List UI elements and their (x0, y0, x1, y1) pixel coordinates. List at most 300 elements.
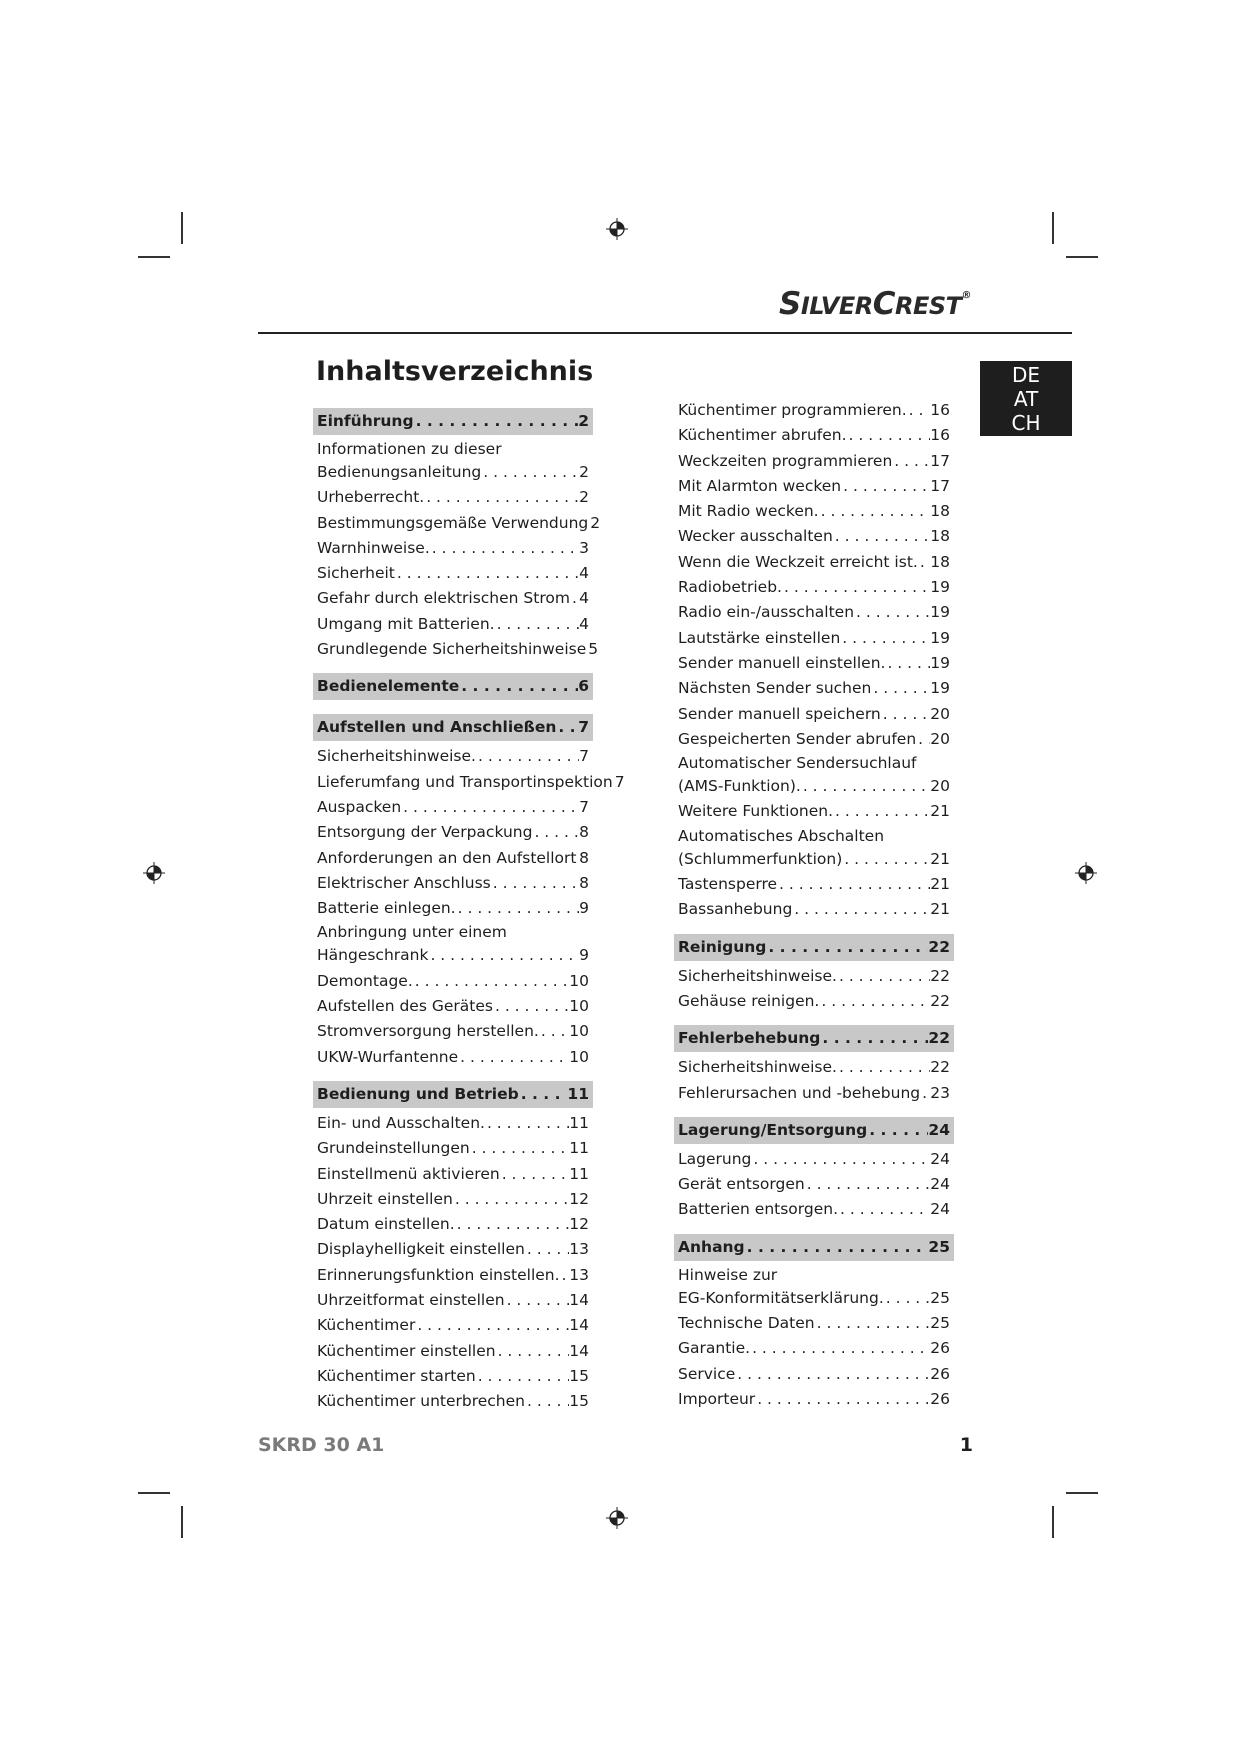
toc-leader (782, 575, 930, 600)
toc-leader (415, 1313, 569, 1338)
toc-entry-page: 16 (930, 426, 950, 445)
toc-section-page: 7 (578, 718, 589, 737)
toc-entry-title-line: Anbringung unter einem (317, 923, 507, 942)
toc-leader (892, 449, 930, 474)
toc-section-page: 6 (578, 677, 589, 696)
toc-entry-page: 7 (579, 747, 589, 766)
toc-leader (495, 612, 580, 637)
toc-entry-title: Sender manuell einstellen. (678, 653, 886, 672)
toc-entry[interactable] (674, 474, 954, 499)
toc-entry-page: 21 (930, 875, 950, 894)
toc-leader (519, 1081, 568, 1108)
toc-section-heading[interactable] (674, 1025, 954, 1052)
toc-entry-page: 18 (930, 527, 950, 546)
toc-leader (751, 1147, 930, 1172)
toc-entry-title-line: Informationen zu dieser (317, 440, 502, 458)
toc-entry-title: Wecker ausschalten (678, 527, 833, 546)
registration-mark-icon (1075, 862, 1097, 884)
toc-entry-page: 18 (930, 552, 950, 571)
toc-entry-page: 2 (579, 488, 589, 507)
toc-leader (792, 897, 930, 922)
toc-leader (459, 673, 578, 700)
crop-mark (1066, 1492, 1098, 1494)
toc-entry-title: (Schlummerfunktion) (678, 849, 843, 868)
toc-entry[interactable] (674, 1081, 954, 1106)
toc-entry[interactable] (674, 449, 954, 474)
toc-entry[interactable] (313, 795, 593, 820)
toc-entry[interactable] (674, 1311, 954, 1336)
toc-entry-title: Importeur (678, 1389, 756, 1408)
toc-entry-title: (AMS-Funktion). (678, 777, 801, 796)
toc-section-title: Lagerung/Entsorgung (678, 1120, 868, 1139)
toc-leader (750, 1336, 930, 1361)
toc-entry-page: 21 (930, 849, 950, 868)
toc-entry-title: Wenn die Weckzeit erreicht ist. (678, 552, 918, 571)
toc-entry-page: 14 (569, 1341, 589, 1360)
toc-entry-page: 22 (930, 1058, 950, 1077)
toc-entry[interactable] (674, 964, 954, 989)
toc-entry[interactable] (313, 1111, 593, 1136)
toc-entry-page: 15 (569, 1392, 589, 1411)
toc-entry[interactable] (313, 994, 593, 1019)
toc-entry-title: Anforderungen an den Aufstellort (317, 848, 577, 867)
registration-mark-icon (143, 862, 165, 884)
toc-leader (570, 586, 579, 611)
header-rule (258, 332, 1072, 334)
toc-entry-title: Datum einstellen. (317, 1215, 455, 1234)
toc-entry[interactable] (674, 1362, 954, 1387)
toc-entry-title: Erinnerungsfunktion einstellen. (317, 1265, 560, 1284)
toc-entry[interactable] (674, 799, 954, 824)
toc-entry-title: Umgang mit Batterien. (317, 614, 495, 633)
toc-entry-page: 22 (930, 991, 950, 1010)
toc-leader (735, 1362, 930, 1387)
toc-entry[interactable] (674, 626, 954, 651)
toc-entry-title: Sender manuell speichern (678, 704, 881, 723)
toc-entry[interactable] (313, 820, 593, 845)
toc-leader (819, 989, 930, 1014)
toc-entry[interactable] (674, 897, 954, 922)
toc-entry-title: Displayhelligkeit einstellen (317, 1240, 525, 1259)
toc-column-right (674, 398, 954, 1412)
toc-leader (505, 1288, 570, 1313)
toc-entry[interactable] (313, 896, 593, 921)
toc-entry-page: 10 (569, 997, 589, 1016)
toc-entry-page: 17 (930, 476, 950, 495)
toc-leader (745, 1234, 929, 1261)
toc-leader (458, 1045, 569, 1070)
toc-entry-page: 24 (930, 1175, 950, 1194)
toc-entry-page: 13 (569, 1265, 589, 1284)
toc-entry[interactable] (313, 1212, 593, 1237)
toc-entry-page: 4 (579, 589, 589, 608)
toc-leader (500, 1162, 570, 1187)
toc-entry-page: 14 (569, 1291, 589, 1310)
toc-entry-page: 11 (569, 1139, 589, 1158)
toc-entry-title: Küchentimer starten (317, 1366, 476, 1385)
toc-leader (491, 871, 579, 896)
toc-entry[interactable] (313, 1288, 593, 1313)
toc-section-page: 22 (928, 1029, 950, 1048)
crop-mark (1052, 1506, 1054, 1538)
toc-entry-page: 12 (569, 1189, 589, 1208)
toc-entry[interactable] (674, 825, 954, 872)
crop-mark (181, 212, 183, 244)
toc-entry-title: Mit Alarmton wecken (678, 476, 842, 495)
toc-leader (820, 1025, 928, 1052)
toc-entry-title: Ein- und Ausschalten. (317, 1113, 485, 1132)
toc-entry-page: 26 (930, 1364, 950, 1383)
toc-section-title: Anhang (678, 1237, 745, 1256)
toc-entry-page: 15 (569, 1366, 589, 1385)
toc-entry-page: 8 (579, 848, 589, 867)
registration-mark-icon (606, 1507, 628, 1529)
toc-entry-title: EG-Konformitätserklärung. (678, 1288, 884, 1307)
toc-entry-title: Uhrzeit einstellen (317, 1189, 453, 1208)
crop-mark (138, 256, 170, 258)
toc-entry-page: 8 (579, 823, 589, 842)
toc-entry-page: 19 (930, 653, 950, 672)
toc-section-title: Bedienelemente (317, 677, 460, 696)
toc-section-page: 24 (928, 1120, 950, 1139)
toc-entry-page: 9 (579, 946, 589, 965)
toc-leader (819, 499, 931, 524)
toc-entry-title: Fehlerursachen und -behebung (678, 1083, 921, 1102)
toc-leader (920, 1081, 930, 1106)
toc-entry-page: 25 (930, 1288, 950, 1307)
toc-entry-title: Lagerung (678, 1149, 752, 1168)
toc-entry[interactable] (313, 744, 593, 769)
toc-section-page: 11 (567, 1084, 589, 1103)
toc-entry[interactable] (313, 1045, 593, 1070)
toc-entry-title: Grundlegende Sicherheitshinweise (317, 640, 587, 659)
toc-entry[interactable] (674, 1172, 954, 1197)
toc-leader (395, 561, 579, 586)
toc-entry-title: Küchentimer unterbrechen (317, 1392, 525, 1411)
toc-section-heading[interactable] (674, 1234, 954, 1261)
toc-entry-title: Hängeschrank (317, 946, 429, 965)
crop-mark (181, 1506, 183, 1538)
toc-leader (840, 626, 930, 651)
toc-leader (428, 943, 579, 968)
toc-entry[interactable] (674, 676, 954, 701)
toc-leader (854, 600, 930, 625)
toc-entry-title: Küchentimer einstellen (317, 1341, 496, 1360)
toc-entry[interactable] (313, 1339, 593, 1364)
toc-leader (801, 774, 930, 799)
toc-entry-title: Uhrzeitformat einstellen (317, 1291, 505, 1310)
toc-leader (414, 408, 579, 435)
toc-entry-title: Elektrischer Anschluss (317, 873, 491, 892)
page-title: Inhaltsverzeichnis (316, 356, 594, 387)
toc-leader (833, 799, 930, 824)
toc-entry-page: 19 (930, 603, 950, 622)
toc-entry-page: 19 (930, 679, 950, 698)
toc-leader (755, 1387, 930, 1412)
toc-leader (532, 820, 579, 845)
toc-entry-page: 4 (579, 564, 589, 583)
toc-leader (470, 1136, 570, 1161)
toc-section-page: 22 (928, 937, 950, 956)
toc-leader (525, 1389, 569, 1414)
toc-leader (413, 969, 570, 994)
toc-entry-page: 20 (930, 777, 950, 796)
toc-entry-title-line: Automatisches Abschalten (678, 826, 885, 845)
toc-entry-title: Grundeinstellungen (317, 1139, 470, 1158)
toc-entry[interactable] (674, 651, 954, 676)
toc-section-page: 2 (578, 412, 589, 430)
toc-entry-page: 8 (579, 873, 589, 892)
toc-section-heading[interactable] (313, 408, 593, 435)
toc-leader (777, 872, 930, 897)
toc-entry-page: 21 (930, 900, 950, 919)
toc-leader (842, 847, 930, 872)
toc-entry[interactable] (674, 423, 954, 448)
toc-entry[interactable] (674, 499, 954, 524)
toc-entry-title: Bestimmungsgemäße Verwendung (317, 513, 589, 532)
toc-entry[interactable] (313, 921, 593, 968)
toc-entry-title: Radio ein-/ausschalten (678, 603, 855, 622)
toc-section-heading[interactable] (313, 673, 593, 700)
toc-entry-title: Mit Radio wecken. (678, 502, 819, 521)
toc-entry[interactable] (313, 438, 593, 485)
toc-entry[interactable] (313, 536, 593, 561)
toc-entry-title: Sicherheit (317, 564, 395, 583)
toc-entry-title: Küchentimer programmieren. (678, 401, 907, 419)
toc-entry-title: Warnhinweise. (317, 538, 430, 557)
crop-mark (1052, 212, 1054, 244)
toc-entry-page: 26 (930, 1389, 950, 1408)
toc-entry[interactable] (313, 511, 601, 536)
toc-leader (833, 524, 930, 549)
toc-section-heading[interactable] (313, 1081, 593, 1108)
toc-entry[interactable] (313, 871, 593, 896)
toc-entry-page: 25 (930, 1314, 950, 1333)
toc-entry[interactable] (674, 752, 954, 799)
toc-entry[interactable] (674, 550, 954, 575)
brand-logo: SILVERCREST® (779, 286, 971, 322)
toc-entry[interactable] (674, 600, 954, 625)
toc-leader (485, 1111, 569, 1136)
toc-entry-page: 10 (569, 971, 589, 990)
toc-entry[interactable] (674, 989, 954, 1014)
toc-entry-page: 7 (614, 772, 625, 791)
toc-entry-title: Bedienungsanleitung (317, 463, 482, 481)
toc-section-title: Reinigung (678, 937, 767, 956)
toc-entry-title: Bassanhebung (678, 900, 793, 919)
toc-entry-title: Einstellmenü aktivieren (317, 1164, 500, 1183)
toc-leader (881, 702, 931, 727)
toc-entry[interactable] (313, 1263, 593, 1288)
toc-entry[interactable] (674, 1197, 954, 1222)
toc-entry[interactable] (313, 1019, 593, 1044)
toc-leader (539, 1019, 569, 1044)
toc-leader (847, 423, 931, 448)
toc-entry-page: 5 (588, 640, 599, 659)
toc-leader (885, 651, 930, 676)
toc-leader (805, 1172, 931, 1197)
toc-entry[interactable] (674, 1055, 954, 1080)
toc-leader (907, 398, 931, 423)
toc-entry-page: 3 (579, 538, 589, 557)
toc-leader (525, 1237, 569, 1262)
toc-entry[interactable] (313, 1313, 593, 1338)
toc-entry-title: Gespeicherten Sender abrufen (678, 729, 917, 748)
toc-entry-title: Weckzeiten programmieren (678, 451, 893, 470)
toc-entry[interactable] (313, 770, 625, 795)
toc-entry[interactable] (313, 612, 593, 637)
toc-entry-title: Technische Daten (678, 1314, 815, 1333)
toc-entry-title: Weitere Funktionen. (678, 802, 834, 821)
language-code: AT (1013, 387, 1039, 411)
toc-entry-title: Batterien entsorgen. (678, 1200, 839, 1219)
toc-entry[interactable] (313, 586, 593, 611)
toc-section-title: Bedienung und Betrieb (317, 1084, 519, 1103)
toc-entry-page: 13 (569, 1240, 589, 1259)
toc-entry[interactable] (674, 872, 954, 897)
toc-entry[interactable] (674, 398, 954, 423)
toc-leader (476, 744, 579, 769)
toc-leader (424, 485, 579, 510)
toc-leader (841, 474, 930, 499)
toc-entry[interactable] (313, 969, 593, 994)
toc-section-title: Einführung (317, 412, 414, 430)
toc-entry-page: 2 (590, 513, 601, 532)
toc-leader (481, 460, 579, 485)
toc-entry-page: 20 (930, 704, 950, 723)
toc-entry-title: Entsorgung der Verpackung (317, 823, 533, 842)
toc-entry-page: 12 (569, 1215, 589, 1234)
toc-entry-page: 11 (569, 1164, 589, 1183)
toc-leader (838, 1197, 930, 1222)
toc-leader (556, 714, 578, 741)
toc-column-left (313, 408, 625, 1415)
toc-entry[interactable] (674, 1264, 954, 1311)
toc-leader (456, 896, 580, 921)
toc-entry[interactable] (313, 485, 593, 510)
toc-entry-page: 19 (930, 628, 950, 647)
toc-entry[interactable] (313, 1136, 593, 1161)
toc-entry-page: 9 (579, 899, 589, 918)
toc-leader (493, 994, 569, 1019)
toc-entry-page: 16 (930, 401, 950, 419)
toc-entry-page: 24 (930, 1149, 950, 1168)
toc-entry[interactable] (313, 1162, 593, 1187)
toc-entry-page: 20 (930, 729, 950, 748)
language-badge (980, 361, 1072, 436)
toc-entry-title: Tastensperre (678, 875, 778, 894)
toc-section-heading[interactable] (313, 714, 593, 741)
toc-entry[interactable] (313, 1364, 593, 1389)
toc-leader (766, 934, 928, 961)
toc-entry-page: 11 (569, 1113, 589, 1132)
toc-entry-title-line: Automatischer Sendersuchlauf (678, 754, 917, 773)
language-code: DE (1011, 363, 1041, 387)
toc-entry[interactable] (313, 637, 599, 662)
toc-leader (455, 1212, 570, 1237)
toc-section-heading[interactable] (674, 934, 954, 961)
toc-section-title: Aufstellen und Anschließen (317, 718, 557, 737)
toc-leader (560, 1263, 570, 1288)
toc-entry-page: 19 (930, 578, 950, 597)
toc-entry-title: Sicherheitshinweise. (678, 966, 837, 985)
toc-entry[interactable] (313, 561, 593, 586)
toc-entry-title: Gehäuse reinigen. (678, 991, 820, 1010)
toc-entry-title: Küchentimer (317, 1316, 416, 1335)
language-code: CH (1011, 411, 1041, 435)
crop-mark (1066, 256, 1098, 258)
toc-entry-title: Gerät entsorgen (678, 1175, 805, 1194)
toc-entry[interactable] (313, 846, 593, 871)
footer-model: SKRD 30 A1 (258, 1434, 385, 1456)
toc-entry-title: Batterie einlegen. (317, 899, 456, 918)
toc-entry-page: 10 (569, 1022, 589, 1041)
toc-entry-page: 4 (579, 614, 589, 633)
toc-entry-page: 17 (930, 451, 950, 470)
toc-leader (837, 1055, 930, 1080)
toc-entry-title: Stromversorgung herstellen. (317, 1022, 539, 1041)
toc-entry-title: Radiobetrieb. (678, 578, 782, 597)
toc-leader (916, 727, 930, 752)
footer-page-number: 1 (959, 1434, 973, 1456)
toc-section-title: Fehlerbehebung (678, 1029, 821, 1048)
toc-entry-page: 23 (930, 1083, 950, 1102)
registration-mark-icon (606, 218, 628, 240)
toc-entry[interactable] (674, 702, 954, 727)
toc-section-page: 25 (928, 1237, 950, 1256)
toc-leader (837, 964, 930, 989)
toc-entry-page: 14 (569, 1316, 589, 1335)
toc-entry-page: 2 (579, 463, 589, 481)
toc-leader (867, 1117, 928, 1144)
toc-entry-title: Nächsten Sender suchen (678, 679, 872, 698)
crop-mark (138, 1492, 170, 1494)
toc-entry[interactable] (674, 575, 954, 600)
toc-entry-page: 10 (569, 1047, 589, 1066)
toc-entry[interactable] (674, 1147, 954, 1172)
toc-leader (496, 1339, 570, 1364)
toc-entry-page: 21 (930, 802, 950, 821)
toc-entry[interactable] (313, 1237, 593, 1262)
toc-entry-title: Sicherheitshinweise. (317, 747, 476, 766)
toc-leader (476, 1364, 570, 1389)
toc-entry[interactable] (313, 1187, 593, 1212)
toc-entry-title: Lautstärke einstellen (678, 628, 841, 647)
toc-entry-page: 18 (930, 502, 950, 521)
toc-entry[interactable] (674, 1336, 954, 1361)
toc-leader (918, 550, 930, 575)
toc-entry-title: UKW-Wurfantenne (317, 1047, 459, 1066)
toc-entry[interactable] (674, 524, 954, 549)
toc-leader (453, 1187, 569, 1212)
toc-entry-page: 24 (930, 1200, 950, 1219)
toc-leader (884, 1286, 931, 1311)
toc-leader (401, 795, 579, 820)
toc-entry[interactable] (313, 1389, 593, 1414)
toc-entry-title: Auspacken (317, 797, 402, 816)
toc-entry-title: Aufstellen des Gerätes (317, 997, 493, 1016)
toc-section-heading[interactable] (674, 1117, 954, 1144)
toc-entry[interactable] (674, 727, 954, 752)
toc-leader (815, 1311, 931, 1336)
toc-leader (430, 536, 579, 561)
toc-entry-title-line: Hinweise zur (678, 1265, 778, 1284)
toc-entry[interactable] (674, 1387, 954, 1412)
toc-entry-title: Service (678, 1364, 736, 1383)
toc-entry-page: 7 (579, 797, 589, 816)
toc-entry-title: Garantie. (678, 1339, 751, 1358)
toc-leader (871, 676, 930, 701)
